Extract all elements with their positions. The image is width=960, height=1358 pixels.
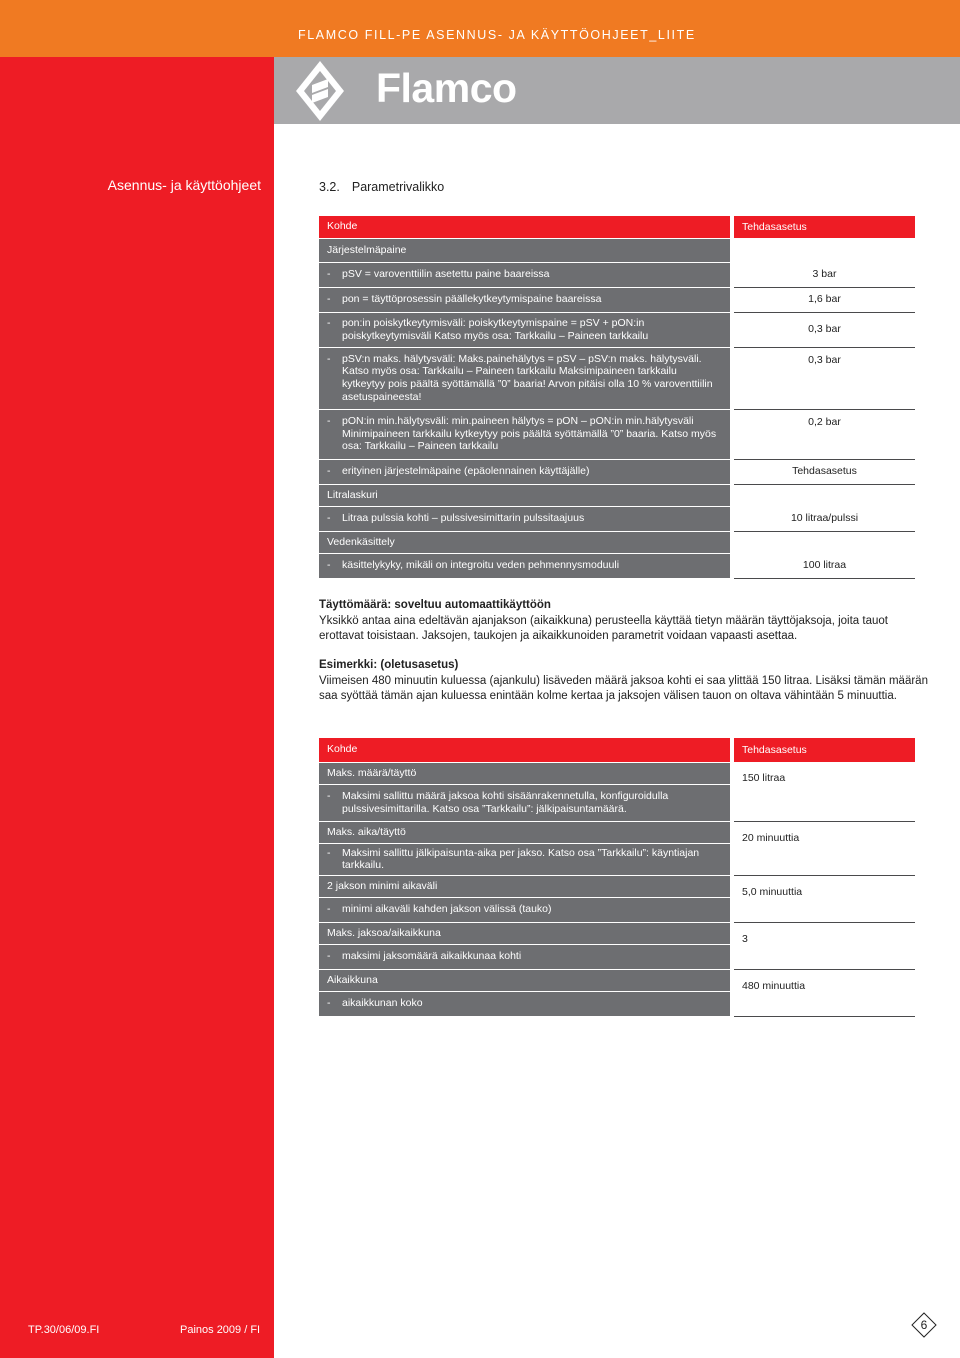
default-value: Tehdasasetus — [734, 459, 915, 484]
parameter-table — [319, 216, 915, 579]
default-value: 3 — [734, 922, 915, 969]
column-header-default: Tehdasasetus — [734, 738, 915, 762]
default-value: 3 bar — [734, 262, 915, 287]
table-row: - erityinen järjestelmäpaine (epäolennainen käyttäjälle) — [319, 459, 730, 484]
example-text: Viimeisen 480 minuutin kuluessa (ajankulu) lisäveden määrä jaksoa kohti ei saa ylittää 150 litraa. Lisäksi tämän määrän saa syöttää tämän ajan kuluessa enintään kolme kertaa ja jaksojen välisen tauon on oltava vähintään 5 minuuttia. — [319, 674, 928, 702]
fill-parameter-table — [319, 738, 915, 1017]
fill-amount-section — [319, 598, 929, 645]
table-row: - käsittelykyky, mikäli on integroitu veden pehmennysmoduuli — [319, 553, 730, 578]
brand-banner — [274, 57, 960, 124]
table-row: - Maksimi sallittu määrä jaksoa kohti sisäänrakennetulla, konfiguroidulla pulssivesimittarilla. Katso osa ”Tarkkailu”: jälkipaisuntamäärä. — [319, 784, 730, 821]
default-value: 100 litraa — [734, 553, 915, 578]
brand-name: Flamco — [376, 65, 517, 111]
default-value: 150 litraa — [734, 762, 915, 821]
table-row: - minimi aikaväli kahden jakson välissä (tauko) — [319, 897, 730, 922]
table-row: - Litraa pulssia kohti – pulssivesimittarin pulssitaajuus — [319, 506, 730, 531]
group-title: Aikaikkuna — [319, 969, 730, 991]
group-title: Maks. jaksoa/aikaikkuna — [319, 922, 730, 944]
sidebar-title: Asennus- ja käyttöohjeet — [107, 177, 261, 193]
section-title: Parametrivalikko — [351, 180, 445, 194]
column-header-default: Tehdasasetus — [734, 216, 915, 238]
table-row: - pSV = varoventtiilin asetettu paine baareissa — [319, 262, 730, 287]
table-row: - pSV:n maks. hälytysväli: Maks.painehälytys = pSV – pSV:n maks. hälytysväli. Katso myös osa: Tarkkailu – Paineen tarkkailu Maksimipaineen tarkkailu kytkeytyy pois päältä syöttämällä ”0” baaria! Arvon pitäisi olla 10 % varoventtiilin asetuspaineesta! — [319, 347, 730, 409]
example-heading: Esimerkki: (oletusasetus) — [319, 659, 459, 671]
group-title: Maks. aika/täyttö — [319, 821, 730, 843]
column-header-item: Kohde — [319, 738, 730, 762]
default-value: 20 minuuttia — [734, 821, 915, 875]
table-row: - pon = täyttöprosessin päällekytkeytymispaine baareissa — [319, 287, 730, 312]
default-value: 480 minuuttia — [734, 969, 915, 1016]
footer-edition: Painos 2009 / FI — [180, 1324, 261, 1336]
document-title: FLAMCO FILL-PE ASENNUS- JA KÄYTTÖOHJEET_LIITE — [298, 28, 696, 42]
page-number-badge — [911, 1312, 937, 1338]
table-row: - Maksimi sallittu jälkipaisunta-aika per jakso. Katso osa ”Tarkkailu”: käyntiajan tarkkailu. — [319, 843, 730, 875]
default-value: 0,3 bar — [734, 312, 915, 347]
table-row: - pON:in min.hälytysväli: min.paineen hälytys = pON – pON:in min.hälytysväli Minimipaineen tarkkailu kytkeytyy pois päältä syöttämällä ”0” baaria. Katso myös osa: Tarkkailu – Paineen tarkkailu — [319, 409, 730, 459]
default-value: 5,0 minuuttia — [734, 875, 915, 922]
sidebar — [0, 57, 274, 1358]
group-title: Järjestelmäpaine — [319, 238, 730, 262]
fill-amount-heading: Täyttömäärä: soveltuu automaattikäyttöön — [319, 599, 551, 611]
top-bar — [0, 0, 960, 57]
footer-code: TP.30/06/09.FI — [28, 1324, 100, 1336]
group-title: Litralaskuri — [319, 484, 730, 506]
group-title: Vedenkäsittely — [319, 531, 730, 553]
group-title: 2 jakson minimi aikaväli — [319, 875, 730, 897]
page-number: 6 — [920, 1318, 928, 1332]
default-value: 10 litraa/pulssi — [734, 506, 915, 531]
section-number: 3.2. — [319, 180, 340, 194]
fill-amount-text: Yksikkö antaa aina edeltävän ajanjakson (aikaikkuna) perusteella käyttää tietyn määrän täyttöjaksoja, joita tauot erottavat toisistaan. Jaksojen, taukojen ja aikaikkunoiden parametrit voidaan vapaasti asettaa. — [319, 614, 888, 642]
default-value: 0,2 bar — [734, 409, 915, 459]
flamco-logo-icon — [294, 59, 346, 123]
column-header-item: Kohde — [319, 216, 730, 238]
table-row: - maksimi jaksomäärä aikaikkunaa kohti — [319, 944, 730, 969]
table-row: - aikaikkunan koko — [319, 991, 730, 1016]
section-heading — [319, 180, 444, 194]
example-section — [319, 658, 929, 705]
default-value: 0,3 bar — [734, 347, 915, 409]
table-row: - pon:in poiskytkeytymisväli: poiskytkeytymispaine = pSV + pON:in poiskytkeytymisväli Katso myös osa: Tarkkailu – Paineen tarkkailu — [319, 312, 730, 347]
default-value: 1,6 bar — [734, 287, 915, 312]
group-title: Maks. määrä/täyttö — [319, 762, 730, 784]
